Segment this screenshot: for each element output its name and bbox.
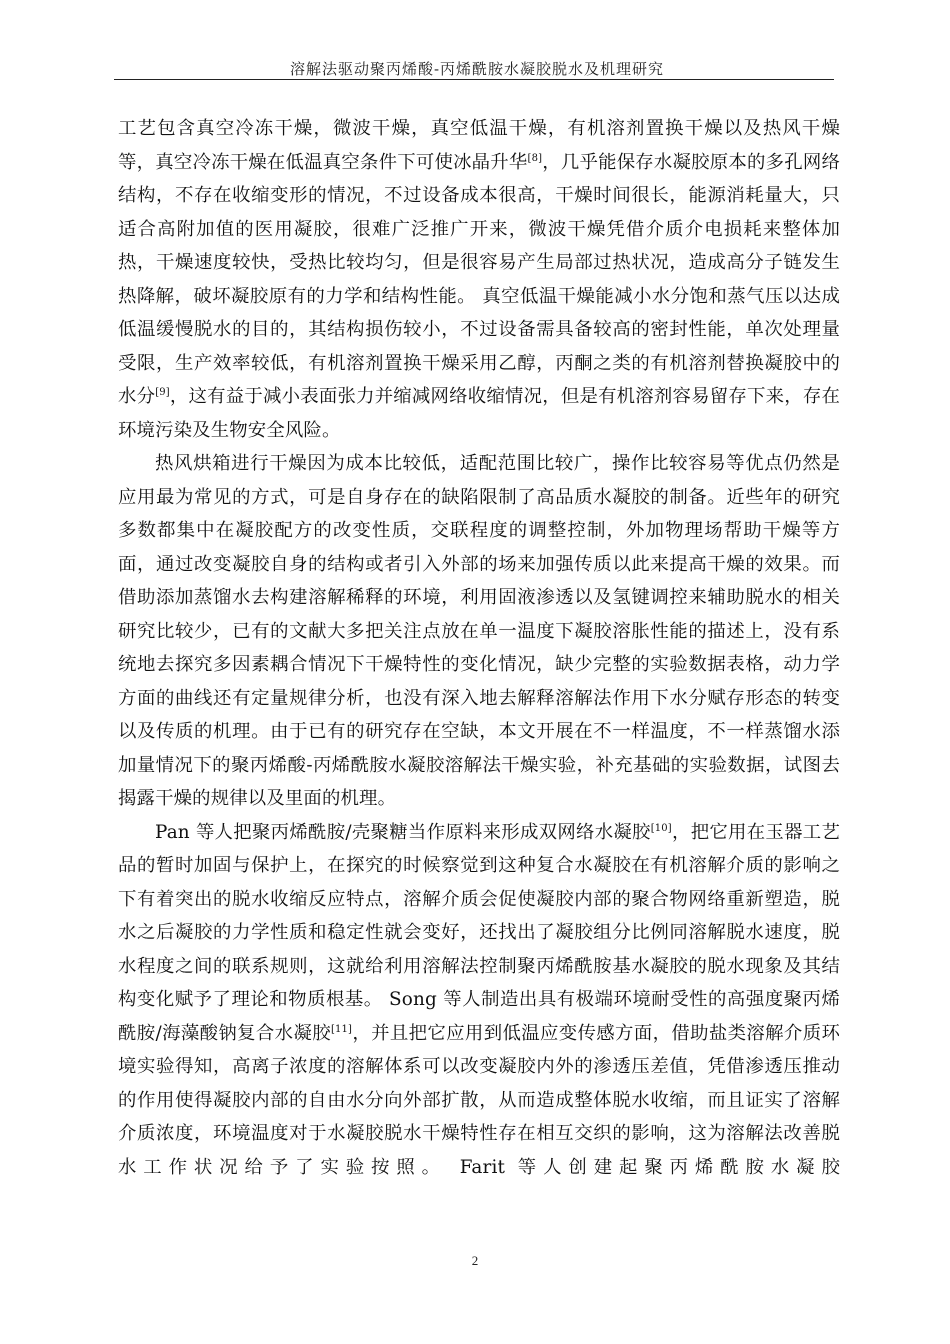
body-text (118, 112, 840, 1184)
paragraph-text: ，并且把它应用到低温应变传感方面，借助盐类溶解介质环境实验得知，高离子浓度的溶解体系可以改变凝胶内外的渗透压差值，凭借渗透压推动的作用使得凝胶内部的自由水分向外部扩散，从而造成整体脱水收缩，而且证实了溶解介质浓度，环境温度对于水凝胶脱水干燥特性存在相互交织的影响，这为溶解法改善脱水工作状况给予了实验按照。 Farit 等人创建起聚丙烯酰胺水凝胶 (118, 1022, 840, 1178)
paragraph-text: Pan 等人把聚丙烯酰胺/壳聚糖当作原料来形成双网络水凝胶 (155, 821, 651, 843)
citation-ref[interactable]: [9] (155, 387, 170, 398)
paragraph-text: 工艺包含真空冷冻干燥，微波干燥，真空低温干燥，有机溶剂置换干燥以及热风干燥等，真空冷冻干燥在低温真空条件下可使冰晶升华 (118, 118, 840, 173)
running-header: 溶解法驱动聚丙烯酸-丙烯酰胺水凝胶脱水及机理研究 (289, 60, 665, 78)
paragraph (118, 112, 840, 447)
paragraph-text: ，把它用在玉器工艺品的暂时加固与保护上，在探究的时候察觉到这种复合水凝胶在有机溶解介质的影响之下有着突出的脱水收缩反应特点，溶解介质会促使凝胶内部的聚合物网络重新塑造，脱水之后凝胶的力学性质和稳定性就会变好，还找出了凝胶组分比例同溶解脱水速度，脱水程度之间的联系规则，这就给利用溶解法控制聚丙烯酰胺基水凝胶的脱水现象及其结构变化赋予了理论和物质根基。 Song 等人制造出具有极端环境耐受性的高强度聚丙烯酰胺/海藻酸钠复合水凝胶 (118, 821, 840, 1044)
paragraph (118, 816, 840, 1185)
paragraph-text: ，这有益于减小表面张力并缩减网络收缩情况，但是有机溶剂容易留存下来，存在环境污染及生物安全风险。 (118, 386, 840, 441)
paragraph-text: 热风烘箱进行干燥因为成本比较低，适配范围比较广，操作比较容易等优点仍然是应用最为常见的方式，可是自身存在的缺陷限制了高品质水凝胶的制备。近些年的研究多数都集中在凝胶配方的改变性质，交联程度的调整控制，外加物理场帮助干燥等方面，通过改变凝胶自身的结构或者引入外部的场来加强传质以此来提高干燥的效果。而借助添加蒸馏水去构建溶解稀释的环境，利用固液渗透以及氢键调控来辅助脱水的相关研究比较少，已有的文献大多把关注点放在单一温度下凝胶溶胀性能的描述上，没有系统地去探究多因素耦合情况下干燥特性的变化情况，缺少完整的实验数据表格，动力学方面的曲线还有定量规律分析，也没有深入地去解释溶解法作用下水分赋存形态的转变以及传质的机理。由于已有的研究存在空缺，本文开展在不一样温度，不一样蒸馏水添加量情况下的聚丙烯酸-丙烯酰胺水凝胶溶解法干燥实验，补充基础的实验数据，试图去揭露干燥的规律以及里面的机理。 (118, 453, 840, 809)
paragraph-text: ，几乎能保存水凝胶原本的多孔网络结构，不存在收缩变形的情况，不过设备成本很高，干燥时间很长，能源消耗量大，只适合高附加值的医用凝胶，很难广泛推广开来，微波干燥凭借介质介电损耗来整体加热，干燥速度较快，受热比较均匀，但是很容易产生局部过热状况，造成高分子链发生热降解，破坏凝胶原有的力学和结构性能。 真空低温干燥能减小水分饱和蒸气压以达成低温缓慢脱水的目的，其结构损伤较小，不过设备需具备较高的密封性能，单次处理量受限，生产效率较低，有机溶剂置换干燥采用乙醇，丙酮之类的有机溶剂替换凝胶中的水分 (118, 151, 840, 407)
paragraph (118, 447, 840, 816)
citation-ref[interactable]: [11] (330, 1023, 353, 1035)
header-rule (114, 79, 834, 80)
page-number: 2 (471, 1253, 479, 1268)
citation-ref[interactable]: [10] (650, 822, 672, 834)
citation-ref[interactable]: [8] (527, 152, 543, 164)
